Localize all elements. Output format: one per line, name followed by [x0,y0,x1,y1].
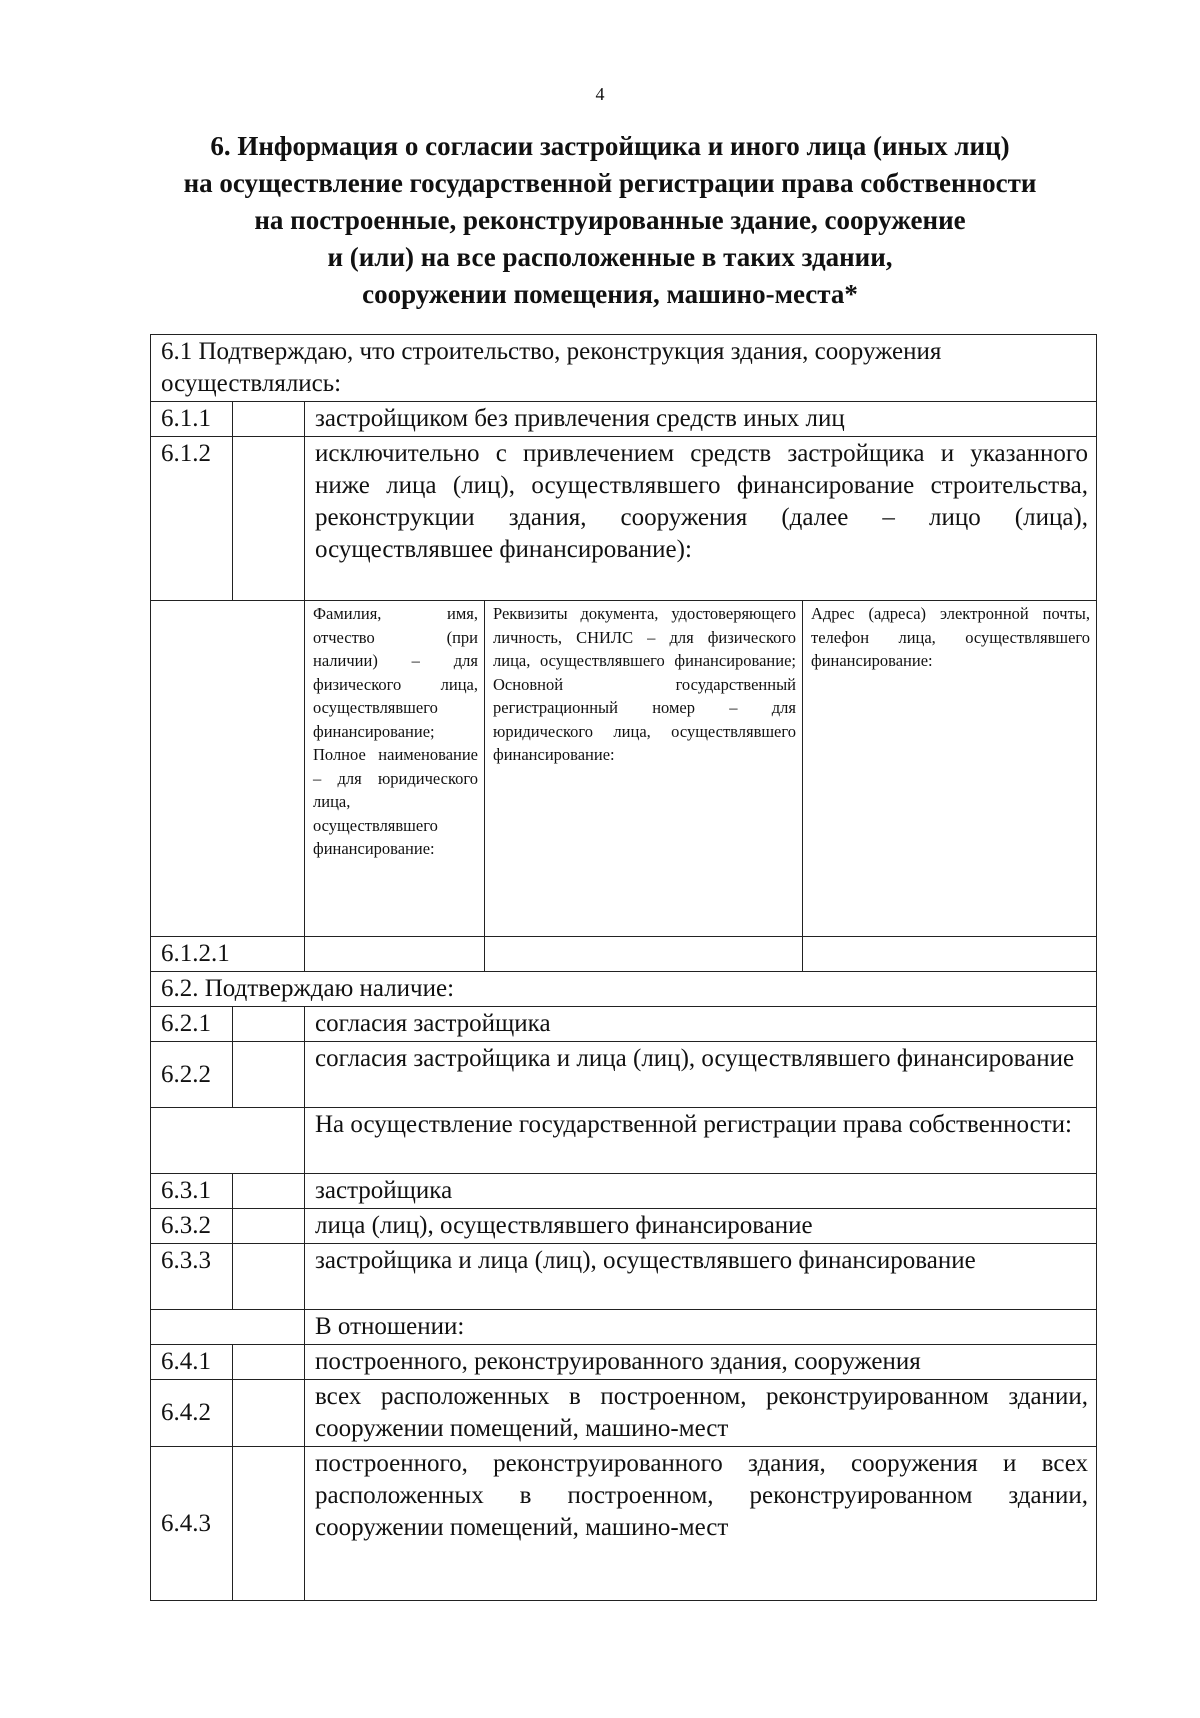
row-number: 6.4.3 [151,1447,233,1601]
row-text: лица (лиц), осуществлявшего финансирование [305,1209,1097,1244]
input-cell-contacts[interactable] [803,937,1097,972]
checkbox-cell-6-4-3[interactable] [233,1447,305,1601]
empty-cell [151,1108,305,1174]
section-6-1-header: 6.1 Подтверждаю, что строительство, реконструкция здания, сооружения осуществлялись: [151,335,1097,402]
table-row [151,1174,1097,1209]
input-cell-name[interactable] [305,937,485,972]
section-6-2-header: 6.2. Подтверждаю наличие: [151,972,1097,1007]
checkbox-cell-6-3-2[interactable] [233,1209,305,1244]
checkbox-cell-6-4-1[interactable] [233,1345,305,1380]
column-header-name: Фамилия, имя, отчество (при наличии) – для физического лица, осуществлявшего финансирование; Полное наименование – для юридического лица, осуществлявшего финансирование: [305,601,485,937]
column-header-contacts: Адрес (адреса) электронной почты, телефон лица, осуществлявшего финансирование: [803,601,1097,937]
row-text: всех расположенных в построенном, реконструированном здании, сооружении помещений, машино-мест [305,1380,1097,1447]
row-number: 6.3.2 [151,1209,233,1244]
title-line: 6. Информация о согласии застройщика и иного лица (иных лиц) [210,131,1010,161]
row-text: застройщика [305,1174,1097,1209]
column-header-document: Реквизиты документа, удостоверяющего личность, СНИЛС – для физического лица, осуществлявшего финансирование; Основной государственный регистрационный номер – для юридического лица, осуществлявшего финансирование: [485,601,803,937]
row-text: застройщиком без привлечения средств иных лиц [305,402,1097,437]
empty-cell [151,601,305,937]
section-6-3-header: На осуществление государственной регистрации права собственности: [305,1108,1097,1174]
empty-cell [151,1310,305,1345]
row-text: построенного, реконструированного здания, сооружения и всех расположенных в построенном, реконструированном здании, сооружении помещений, машино-мест [305,1447,1097,1601]
title-line: на построенные, реконструированные здание, сооружение [254,205,966,235]
table-row [151,1380,1097,1447]
checkbox-cell-6-3-3[interactable] [233,1244,305,1310]
table-row [151,1007,1097,1042]
row-number: 6.4.2 [151,1380,233,1447]
title-line: на осуществление государственной регистрации права собственности [183,168,1037,198]
table-row [151,1244,1097,1310]
consent-form-table [150,334,1097,1601]
table-row [151,335,1097,402]
row-number: 6.2.1 [151,1007,233,1042]
row-text: согласия застройщика [305,1007,1097,1042]
row-number: 6.1.2 [151,437,233,601]
input-cell-document[interactable] [485,937,803,972]
row-number: 6.1.2.1 [151,937,305,972]
row-text: построенного, реконструированного здания, сооружения [305,1345,1097,1380]
row-number: 6.1.1 [151,402,233,437]
checkbox-cell-6-4-2[interactable] [233,1380,305,1447]
table-row [151,972,1097,1007]
title-line: сооружении помещения, машино-места* [362,279,858,309]
table-row [151,402,1097,437]
row-number: 6.3.3 [151,1244,233,1310]
section-6-4-header: В отношении: [305,1310,1097,1345]
title-line: и (или) на все расположенные в таких здании, [327,242,893,272]
checkbox-cell-6-2-2[interactable] [233,1042,305,1108]
page-number: 4 [595,84,605,104]
table-row [151,1345,1097,1380]
row-text: застройщика и лица (лиц), осуществлявшего финансирование [305,1244,1097,1310]
row-number: 6.2.2 [151,1042,233,1108]
checkbox-cell-6-1-1[interactable] [233,402,305,437]
row-number: 6.3.1 [151,1174,233,1209]
row-number: 6.4.1 [151,1345,233,1380]
table-row [151,937,1097,972]
table-row [151,1209,1097,1244]
table-row [151,437,1097,601]
table-row [151,1310,1097,1345]
table-row [151,601,1097,937]
table-row [151,1447,1097,1601]
table-row [151,1108,1097,1174]
checkbox-cell-6-2-1[interactable] [233,1007,305,1042]
table-row [151,1042,1097,1108]
section-title [150,128,1070,313]
row-text: исключительно с привлечением средств застройщика и указанного ниже лица (лиц), осуществлявшего финансирование строительства, реконструкции здания, сооружения (далее – лицо (лица), осуществлявшее финансирование): [305,437,1097,601]
checkbox-cell-6-1-2[interactable] [233,437,305,601]
row-text: согласия застройщика и лица (лиц), осуществлявшего финансирование [305,1042,1097,1108]
checkbox-cell-6-3-1[interactable] [233,1174,305,1209]
